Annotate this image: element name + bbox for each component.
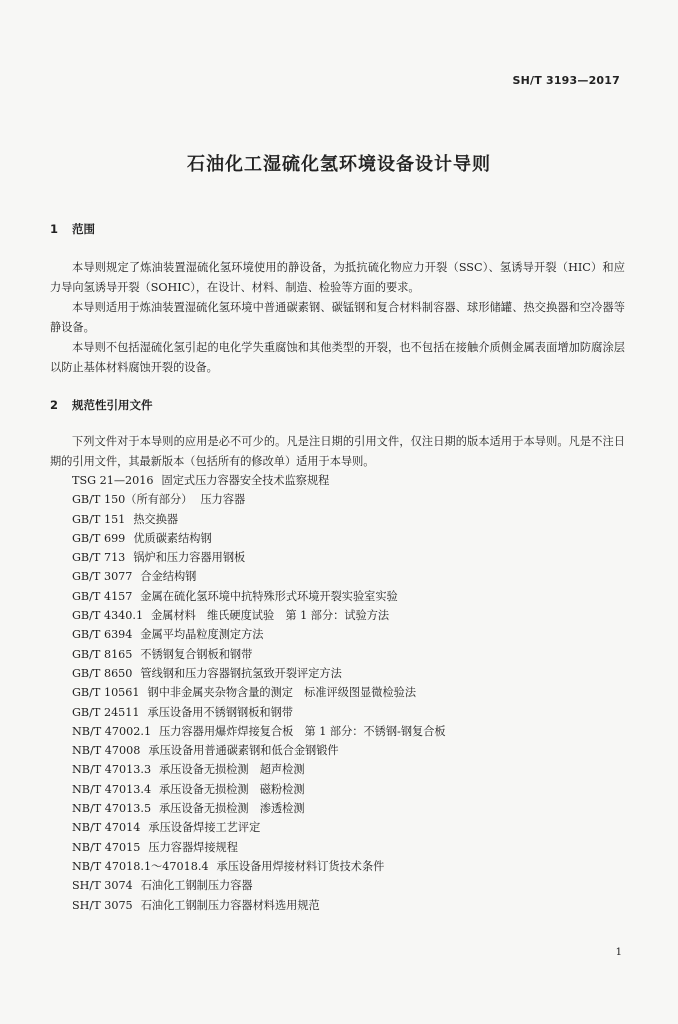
reference-code: GB/T 4157 bbox=[72, 589, 133, 603]
reference-title: 合金结构钢 bbox=[140, 570, 197, 584]
section-title: 规范性引用文件 bbox=[72, 398, 153, 412]
scope-paragraph-1: 本导则规定了炼油装置湿硫化氢环境使用的静设备，为抵抗硫化物应力开裂（SSC）、氢诱导开裂（HIC）和应力导向氢诱导开裂（SOHIC），在设计、材料、制造、检验等方面的要求。 bbox=[50, 261, 625, 294]
reference-item bbox=[72, 780, 632, 799]
reference-title: 金属平均晶粒度测定方法 bbox=[140, 628, 264, 642]
reference-item bbox=[72, 683, 632, 702]
reference-title: 压力容器用爆炸焊接复合板 第 1 部分：不锈钢-钢复合板 bbox=[159, 724, 446, 738]
reference-title: 承压设备无损检测 磁粉检测 bbox=[159, 782, 305, 796]
reference-item bbox=[72, 567, 632, 586]
reference-item bbox=[72, 664, 632, 683]
reference-code: NB/T 47008 bbox=[72, 744, 141, 758]
reference-title: 金属材料 维氏硬度试验 第 1 部分：试验方法 bbox=[151, 609, 390, 623]
reference-list bbox=[72, 471, 632, 915]
reference-item bbox=[72, 818, 632, 837]
reference-title: 承压设备无损检测 超声检测 bbox=[159, 763, 305, 777]
references-intro: 下列文件对于本导则的应用是必不可少的。凡是注日期的引用文件，仅注日期的版本适用于本导则。凡是不注日期的引用文件，其最新版本（包括所有的修改单）适用于本导则。 bbox=[50, 435, 625, 468]
reference-title: 承压设备焊接工艺评定 bbox=[148, 821, 261, 835]
reference-title: 承压设备用不锈钢钢板和钢带 bbox=[147, 705, 293, 719]
reference-item bbox=[72, 838, 632, 857]
reference-title: 压力容器 bbox=[200, 493, 246, 507]
reference-code: GB/T 6394 bbox=[72, 628, 133, 642]
reference-item bbox=[72, 490, 632, 509]
reference-code: NB/T 47014 bbox=[72, 821, 141, 835]
reference-title: 承压设备用焊接材料订货技术条件 bbox=[216, 859, 385, 873]
reference-code: GB/T 10561 bbox=[72, 686, 140, 700]
reference-title: 热交换器 bbox=[133, 512, 179, 526]
reference-code: GB/T 713 bbox=[72, 551, 126, 565]
reference-code: NB/T 47013.5 bbox=[72, 802, 152, 816]
page-number: 1 bbox=[615, 947, 622, 958]
reference-title: 石油化工钢制压力容器材料选用规范 bbox=[140, 898, 320, 912]
reference-title: 承压设备用普通碳素钢和低合金钢锻件 bbox=[148, 744, 339, 758]
reference-item bbox=[72, 857, 632, 876]
section-number: 2 bbox=[50, 398, 59, 412]
reference-item bbox=[72, 587, 632, 606]
reference-code: GB/T 150（所有部分） bbox=[72, 493, 193, 507]
reference-title: 承压设备无损检测 渗透检测 bbox=[159, 802, 305, 816]
reference-item bbox=[72, 510, 632, 529]
section-title: 范围 bbox=[72, 222, 95, 236]
reference-code: SH/T 3075 bbox=[72, 898, 133, 912]
reference-code: SH/T 3074 bbox=[72, 879, 133, 893]
reference-title: 优质碳素结构钢 bbox=[133, 531, 212, 545]
reference-item bbox=[72, 645, 632, 664]
reference-item bbox=[72, 471, 632, 490]
reference-item bbox=[72, 760, 632, 779]
reference-title: 压力容器焊接规程 bbox=[148, 840, 238, 854]
reference-item bbox=[72, 625, 632, 644]
reference-item bbox=[72, 606, 632, 625]
reference-item bbox=[72, 703, 632, 722]
reference-item bbox=[72, 799, 632, 818]
reference-code: GB/T 4340.1 bbox=[72, 609, 144, 623]
reference-code: GB/T 699 bbox=[72, 531, 126, 545]
reference-title: 金属在硫化氢环境中抗特殊形式环境开裂实验室实验 bbox=[140, 589, 398, 603]
reference-code: GB/T 3077 bbox=[72, 570, 133, 584]
section-1-heading bbox=[50, 221, 95, 237]
reference-item bbox=[72, 741, 632, 760]
reference-title: 锅炉和压力容器用钢板 bbox=[133, 551, 246, 565]
document-title: 石油化工湿硫化氢环境设备设计导则 bbox=[187, 154, 491, 175]
reference-item bbox=[72, 529, 632, 548]
reference-title: 管线钢和压力容器钢抗氢致开裂评定方法 bbox=[140, 666, 342, 680]
scope-paragraph-3: 本导则不包括湿硫化氢引起的电化学失重腐蚀和其他类型的开裂，也不包括在接触介质侧金属表面增加防腐涂层以防止基体材料腐蚀开裂的设备。 bbox=[50, 341, 625, 374]
reference-title: 不锈钢复合钢板和钢带 bbox=[140, 647, 253, 661]
reference-title: 石油化工钢制压力容器 bbox=[140, 879, 253, 893]
reference-title: 钢中非金属夹杂物含量的测定 标准评级图显微检验法 bbox=[147, 686, 417, 700]
reference-item bbox=[72, 548, 632, 567]
section-2-heading bbox=[50, 397, 153, 413]
reference-code: NB/T 47002.1 bbox=[72, 724, 152, 738]
reference-item bbox=[72, 896, 632, 915]
reference-code: GB/T 24511 bbox=[72, 705, 140, 719]
reference-code: NB/T 47013.4 bbox=[72, 782, 152, 796]
section-number: 1 bbox=[50, 222, 59, 236]
reference-code: NB/T 47018.1～47018.4 bbox=[72, 859, 209, 873]
reference-code: GB/T 8650 bbox=[72, 666, 133, 680]
reference-code: NB/T 47013.3 bbox=[72, 763, 152, 777]
reference-item bbox=[72, 722, 632, 741]
scope-paragraph-2: 本导则适用于炼油装置湿硫化氢环境中普通碳素钢、碳锰钢和复合材料制容器、球形储罐、热交换器和空冷器等静设备。 bbox=[50, 301, 625, 334]
reference-code: NB/T 47015 bbox=[72, 840, 141, 854]
reference-code: GB/T 8165 bbox=[72, 647, 133, 661]
reference-code: GB/T 151 bbox=[72, 512, 126, 526]
standard-code: SH/T 3193—2017 bbox=[512, 74, 620, 87]
reference-title: 固定式压力容器安全技术监察规程 bbox=[161, 474, 330, 487]
reference-item bbox=[72, 876, 632, 895]
reference-code: TSG 21—2016 bbox=[72, 474, 154, 487]
